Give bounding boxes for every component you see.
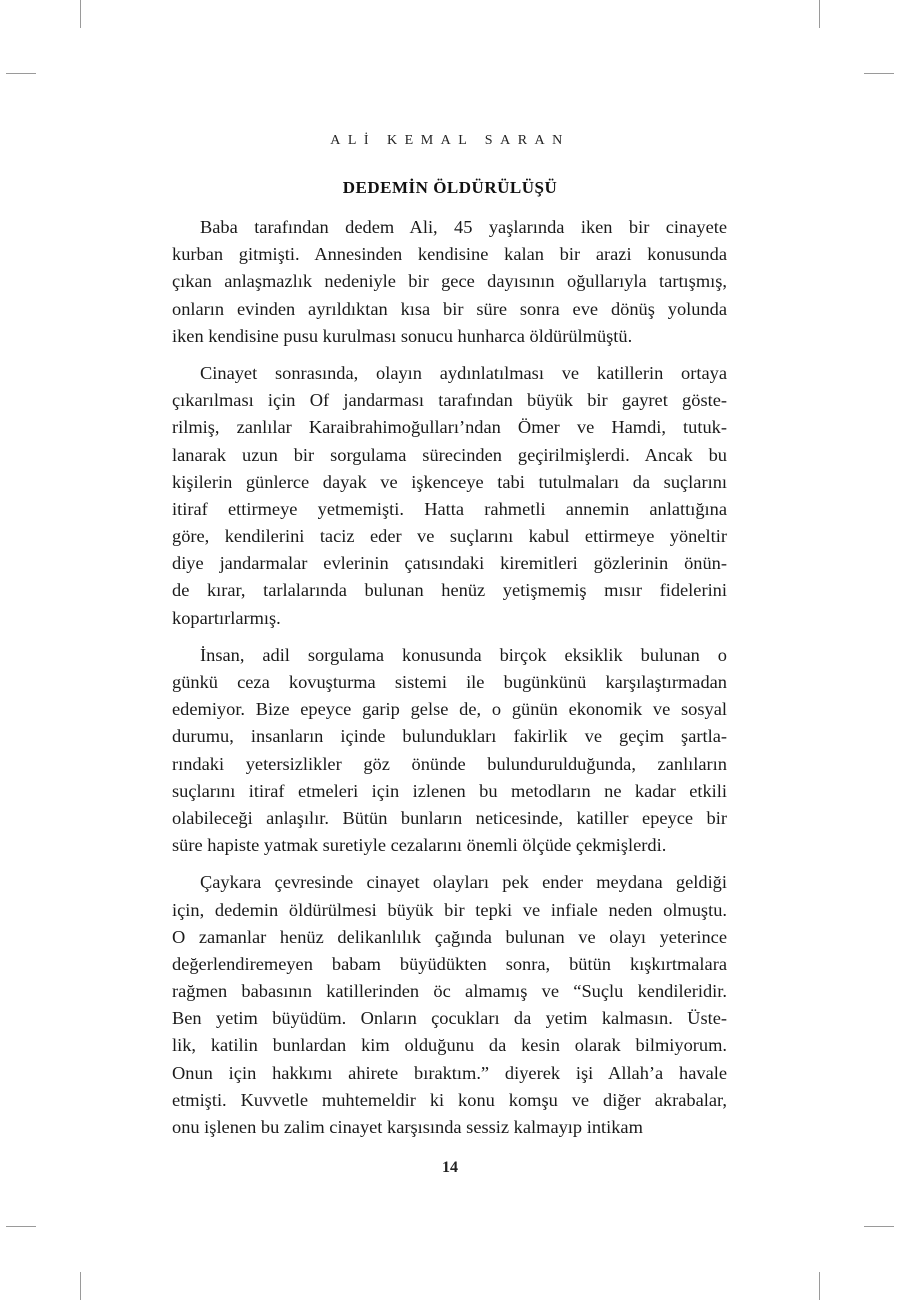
text-line: onların evinden ayrıldıktan kısa bir süre sonra eve dönüş yolunda [172, 298, 727, 319]
paragraph [172, 869, 727, 1141]
crop-mark-left-bottom [6, 1226, 36, 1227]
text-line: rağmen babasının katillerinden öc almamış ve “Suçlu kendileridir. [172, 981, 727, 1002]
text-line: İnsan, adil sorgulama konusunda birçok eksiklik bulunan o [200, 644, 727, 665]
text-line: Onun için hakkımı ahirete bıraktım.” diyerek işi Allah’a havale [172, 1062, 727, 1083]
crop-mark-bottom-right [819, 1272, 820, 1300]
text-line: etmişti. Kuvvetle muhtemeldir ki konu komşu ve diğer akrabalar, [172, 1089, 727, 1110]
text-line: günkü ceza kovuşturma sistemi ile bugünkünü karşılaştırmadan [172, 672, 727, 692]
paragraph [172, 642, 727, 860]
text-line: kişilerin günlerce dayak ve işkenceye tabi tutulmaları da suçlarını [172, 471, 727, 492]
text-line: çıkan anlaşmazlık nedeniyle bir gece dayısının oğullarıyla tartışmış, [172, 271, 727, 292]
text-line: lik, katilin bunlardan kim olduğunu da kesin olarak bilmiyorum. [172, 1035, 727, 1056]
crop-mark-left-top [6, 73, 36, 74]
text-line: iken kendisine pusu kurulması sonucu hunharca öldürülmüştü. [172, 325, 633, 346]
text-line: diye jandarmalar evlerinin çatısındaki kiremitleri gözlerinin önün- [172, 553, 727, 574]
text-line: süre hapiste yatmak suretiyle cezalarını önemli ölçüde çekmişlerdi. [172, 835, 667, 856]
running-head: ALİ KEMAL SARAN [330, 133, 570, 148]
text-line: çıkarılması için Of jandarması tarafından büyük bir gayret göste- [172, 390, 727, 411]
text-line: olabileceği anlaşılır. Bütün bunların neticesinde, katiller epeyce bir [172, 807, 727, 828]
text-line: rilmiş, zanlılar Karaibrahimoğulları’ndan Ömer ve Hamdi, tutuk- [172, 417, 727, 438]
paragraph [172, 360, 727, 632]
crop-mark-top-left [80, 0, 81, 28]
text-line: Cinayet sonrasında, olayın aydınlatılması ve katillerin ortaya [200, 362, 727, 383]
body-text [172, 214, 727, 1151]
crop-mark-bottom-left [80, 1272, 81, 1300]
chapter-title: DEDEMİN ÖLDÜRÜLÜŞÜ [342, 178, 558, 197]
text-line: göre, kendilerini taciz eder ve suçlarını kabul ettirmeye yöneltir [172, 526, 727, 547]
text-line: itiraf ettirmeye yetmemişti. Hatta rahmetli annemin anlattığına [172, 498, 727, 519]
text-line: değerlendiremeyen babam büyüdükten sonra, bütün kışkırtmalara [172, 953, 727, 974]
text-line: Ben yetim büyüdüm. Onların çocukları da yetim kalmasın. Üste- [172, 1008, 727, 1029]
text-line: O zamanlar henüz delikanlılık çağında bulunan ve olayı yeterince [172, 926, 727, 947]
text-line: kopartırlarmış. [172, 607, 281, 628]
crop-mark-top-right [819, 0, 820, 28]
text-line: Baba tarafından dedem Ali, 45 yaşlarında iken bir cinayete [200, 217, 727, 237]
text-line: onu işlenen bu zalim cinayet karşısında sessiz kalmayıp intikam [172, 1117, 643, 1137]
text-line: lanarak uzun bir sorgulama sürecinden geçirilmişlerdi. Ancak bu [172, 444, 727, 465]
text-line: suçlarını itiraf etmeleri için izlenen bu metodların ne kadar etkili [172, 780, 727, 801]
text-line: rındaki yetersizlikler göz önünde bulundurulduğunda, zanlıların [172, 753, 727, 774]
crop-mark-right-bottom [864, 1226, 894, 1227]
page-number: 14 [442, 1159, 458, 1176]
text-line: için, dedemin öldürülmesi büyük bir tepki ve infiale neden olmuştu. [172, 899, 727, 920]
text-line: kurban gitmişti. Annesinden kendisine kalan bir arazi konusunda [172, 244, 727, 265]
paragraph [172, 214, 727, 350]
crop-mark-right-top [864, 73, 894, 74]
text-line: edemiyor. Bize epeyce garip gelse de, o günün ekonomik ve sosyal [172, 699, 727, 720]
text-line: de kırar, tarlalarında bulunan henüz yetişmemiş mısır fidelerini [172, 580, 727, 601]
text-line: Çaykara çevresinde cinayet olayları pek ender meydana geldiği [200, 872, 727, 893]
text-line: durumu, insanların içinde bulundukları fakirlik ve geçim şartla- [172, 726, 727, 747]
